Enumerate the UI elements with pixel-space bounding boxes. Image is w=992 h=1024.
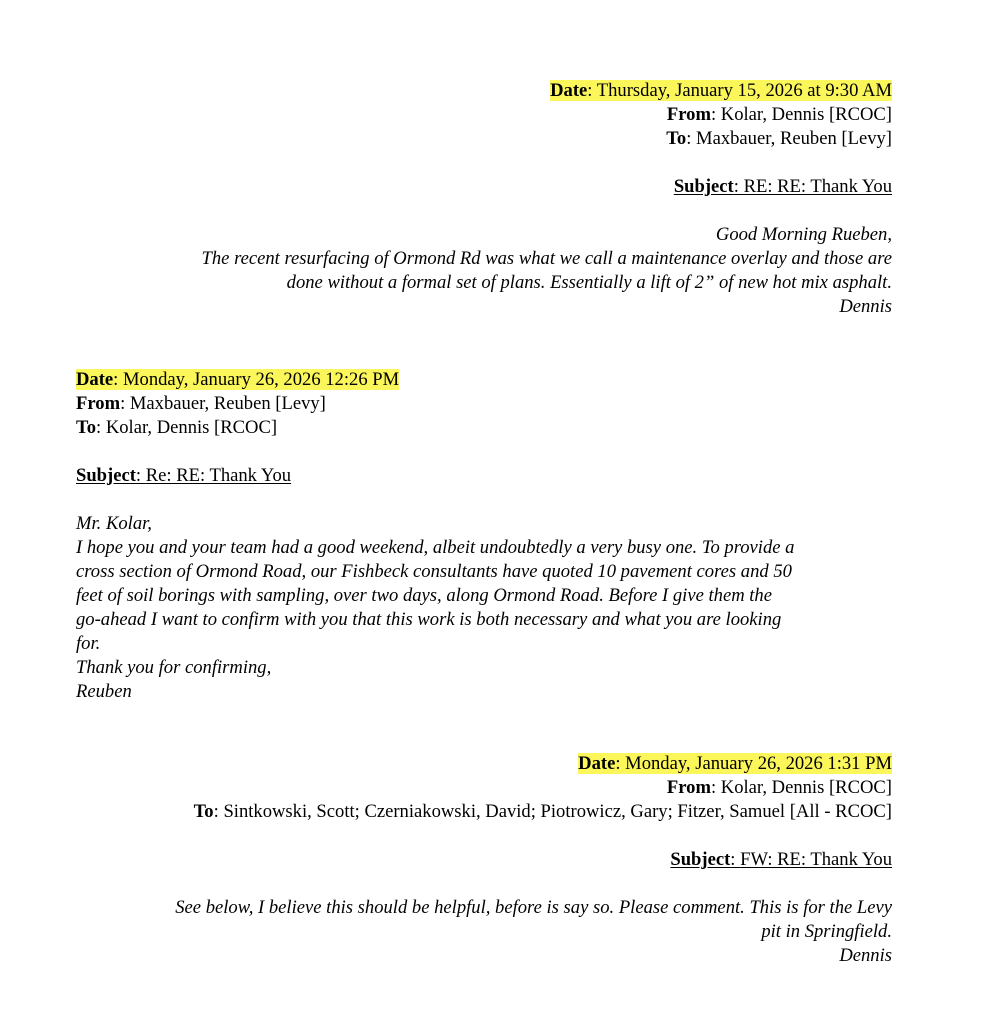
date-label: Date xyxy=(550,80,588,101)
date-highlight: Date: Monday, January 26, 2026 12:26 PM xyxy=(76,369,400,390)
to-label: To xyxy=(76,417,96,438)
email-2 xyxy=(76,368,892,704)
email-1-body-line: Dennis xyxy=(839,296,892,317)
to-value: Sintkowski, Scott; Czerniakowski, David; Piotrowicz, Gary; Fitzer, Samuel [All - RCOC] xyxy=(223,801,892,822)
email-1-from-line: From: Kolar, Dennis [RCOC] xyxy=(666,104,892,125)
email-2-body-line: I hope you and your team had a good weekend, albeit undoubtedly a very busy one. To provide a xyxy=(76,537,795,558)
email-2-from-line: From: Maxbauer, Reuben [Levy] xyxy=(76,393,326,414)
email-1 xyxy=(76,79,892,319)
email-3-date-line xyxy=(76,752,892,776)
email-2-body-line: Reuben xyxy=(76,681,132,702)
email-3 xyxy=(76,752,892,968)
email-1-subject-line: Subject: RE: RE: Thank You xyxy=(673,176,892,197)
to-label: To xyxy=(666,128,687,149)
subject-label: Subject xyxy=(76,465,136,486)
to-value: Maxbauer, Reuben [Levy] xyxy=(696,128,892,149)
date-label: Date xyxy=(578,753,616,774)
email-2-body-line: go-ahead I want to confirm with you that this work is both necessary and what you are looking xyxy=(76,609,782,630)
email-3-subject-line: Subject: FW: RE: Thank You xyxy=(670,849,892,870)
email-3-from-line: From: Kolar, Dennis [RCOC] xyxy=(666,777,892,798)
email-2-date-line xyxy=(76,368,892,392)
date-highlight: Date: Thursday, January 15, 2026 at 9:30 AM xyxy=(550,80,892,101)
email-2-body-line: cross section of Ormond Road, our Fishbeck consultants have quoted 10 pavement cores and 50 xyxy=(76,561,792,582)
email-2-body-line: for. xyxy=(76,633,101,654)
email-2-body-line: Mr. Kolar, xyxy=(76,513,152,534)
subject-value: Re: RE: Thank You xyxy=(145,465,292,486)
date-label: Date xyxy=(76,369,114,390)
email-1-body-line: Good Morning Rueben, xyxy=(715,224,892,245)
email-3-body-line: pit in Springfield. xyxy=(761,921,892,942)
date-highlight: Date: Monday, January 26, 2026 1:31 PM xyxy=(578,753,892,774)
email-1-to-line: To: Maxbauer, Reuben [Levy] xyxy=(666,128,892,149)
from-label: From xyxy=(666,777,711,798)
subject-label: Subject xyxy=(670,849,731,870)
to-label: To xyxy=(193,801,214,822)
date-value: Monday, January 26, 2026 12:26 PM xyxy=(123,369,400,390)
email-1-body-line: done without a formal set of plans. Essentially a lift of 2” of new hot mix asphalt. xyxy=(286,272,892,293)
date-value: Thursday, January 15, 2026 at 9:30 AM xyxy=(596,80,892,101)
email-2-subject-line: Subject: Re: RE: Thank You xyxy=(76,465,292,486)
from-label: From xyxy=(76,393,121,414)
from-label: From xyxy=(666,104,711,125)
subject-value: FW: RE: Thank You xyxy=(740,849,892,870)
to-value: Kolar, Dennis [RCOC] xyxy=(105,417,278,438)
email-3-to-line: To: Sintkowski, Scott; Czerniakowski, David; Piotrowicz, Gary; Fitzer, Samuel [All - RCOC] xyxy=(193,801,892,822)
email-1-body-line: The recent resurfacing of Ormond Rd was what we call a maintenance overlay and those are xyxy=(201,248,892,269)
date-value: Monday, January 26, 2026 1:31 PM xyxy=(625,753,892,774)
email-3-body-line: Dennis xyxy=(839,945,892,966)
subject-label: Subject xyxy=(673,176,734,197)
subject-value: RE: RE: Thank You xyxy=(743,176,892,197)
email-2-to-line: To: Kolar, Dennis [RCOC] xyxy=(76,417,278,438)
email-2-body-line: feet of soil borings with sampling, over two days, along Ormond Road. Before I give them the xyxy=(76,585,772,606)
email-3-body-line: See below, I believe this should be helpful, before is say so. Please comment. This is for the Levy xyxy=(175,897,892,918)
from-value: Kolar, Dennis [RCOC] xyxy=(720,777,892,798)
from-value: Maxbauer, Reuben [Levy] xyxy=(129,393,326,414)
email-1-date-line xyxy=(76,79,892,103)
email-2-body-line: Thank you for confirming, xyxy=(76,657,272,678)
from-value: Kolar, Dennis [RCOC] xyxy=(720,104,892,125)
